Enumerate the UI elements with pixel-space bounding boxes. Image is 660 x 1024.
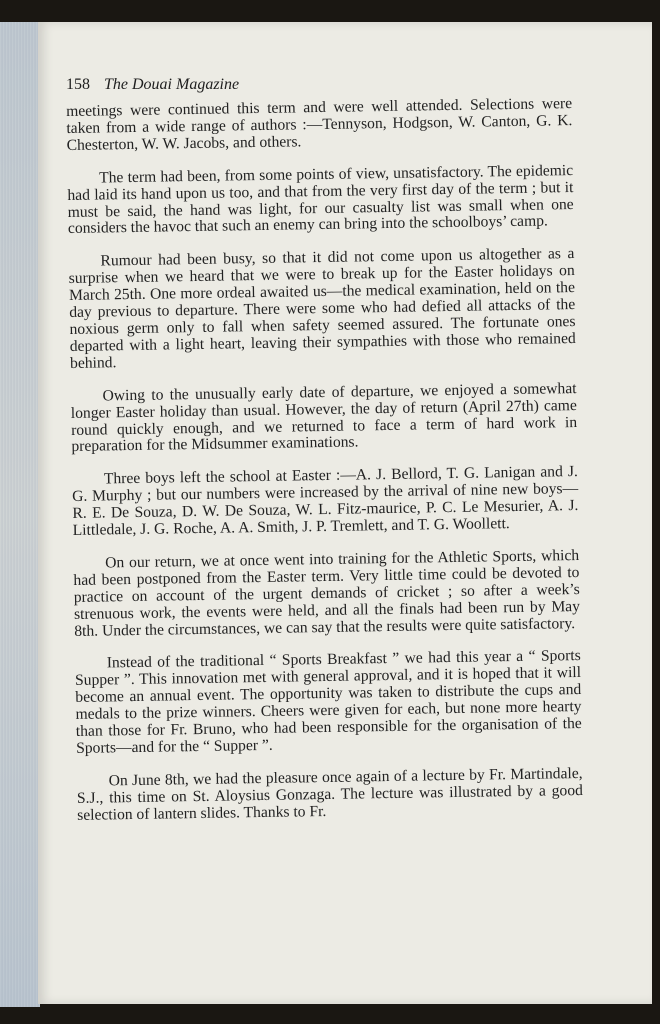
paragraph: The term had been, from some points of view, unsatisfactory. The epidemic had laid its hand upon us too, and that from the very first day of the term ; but it must be said, the hand was light, for our casualty list was small when one considers the havoc that such an enemy can bring into the schoolboys’ camp.: [67, 161, 574, 238]
running-header: [66, 76, 239, 94]
gutter: [652, 20, 660, 1010]
paragraph: meetings were continued this term and were well attended. Selections were taken from a wide range of authors :—Tennyson, Hodgson, W. Canton, G. K. Chesterton, W. W. Jacobs, and others.: [65, 95, 573, 154]
paragraph: Owing to the unusually early date of departure, we enjoyed a somewhat longer Easter holiday than usual. However, the day of return (April 27th) came round quickly enough, and we returned to face a term of hard work in preparation for the Midsummer examinations.: [70, 379, 578, 456]
running-title: The Douai Magazine: [104, 76, 240, 93]
paragraph: Instead of the traditional “ Sports Breakfast ” we had this year a “ Sports Supper ”. This innovation met with general approval, and it is hoped that it will become an annual event. The opportunity was taken to distribute the cups and medals to the prize winners. Cheers were given for each, but none more hearty than those for Fr. Bruno, who had been responsible for the organisation of the Sports—and for the “ Supper ”.: [74, 647, 582, 757]
page-number: 158: [66, 76, 90, 93]
paragraph: Rumour had been busy, so that it did not come upon us altogether as a surprise when we heard that we were to break up for the Easter holidays on March 25th. One more ordeal awaited us—the medical examination, held on the day previous to departure. There were some who had defied all attacks of the noxious germ only to fall when safety seemed assured. The fortunate ones departed with a light heart, leaving their sympathies with those who remained behind.: [68, 245, 576, 372]
paragraph: On our return, we at once went into training for the Athletic Sports, which had been postponed from the Easter term. Very little time could be devoted to practice on account of the urgent demands of cricket ; so after a week’s strenuous work, the events were held, and all the finals had been run by May 8th. Under the circumstances, we can say that the results were quite satisfactory.: [73, 546, 581, 640]
page-edges: [0, 22, 40, 1007]
paragraph: On June 8th, we had the pleasure once again of a lecture by Fr. Martindale, S.J., this time on St. Aloysius Gonzaga. The lecture was illustrated by a good selection of lantern slides. Thanks to Fr.: [76, 764, 583, 824]
body-text: [66, 96, 584, 840]
paragraph: Three boys left the school at Easter :—A. J. Bellord, T. G. Lanigan and J. G. Murphy ; but our numbers were increased by the arrival of nine new boys—R. E. De Souza, D. W. De Souza, W. L. Fitz-maurice, P. C. Le Mesurier, A. J. Littledale, J. G. Roche, A. A. Smith, J. P. Tremlett, and T. G. Woollett.: [72, 463, 579, 539]
